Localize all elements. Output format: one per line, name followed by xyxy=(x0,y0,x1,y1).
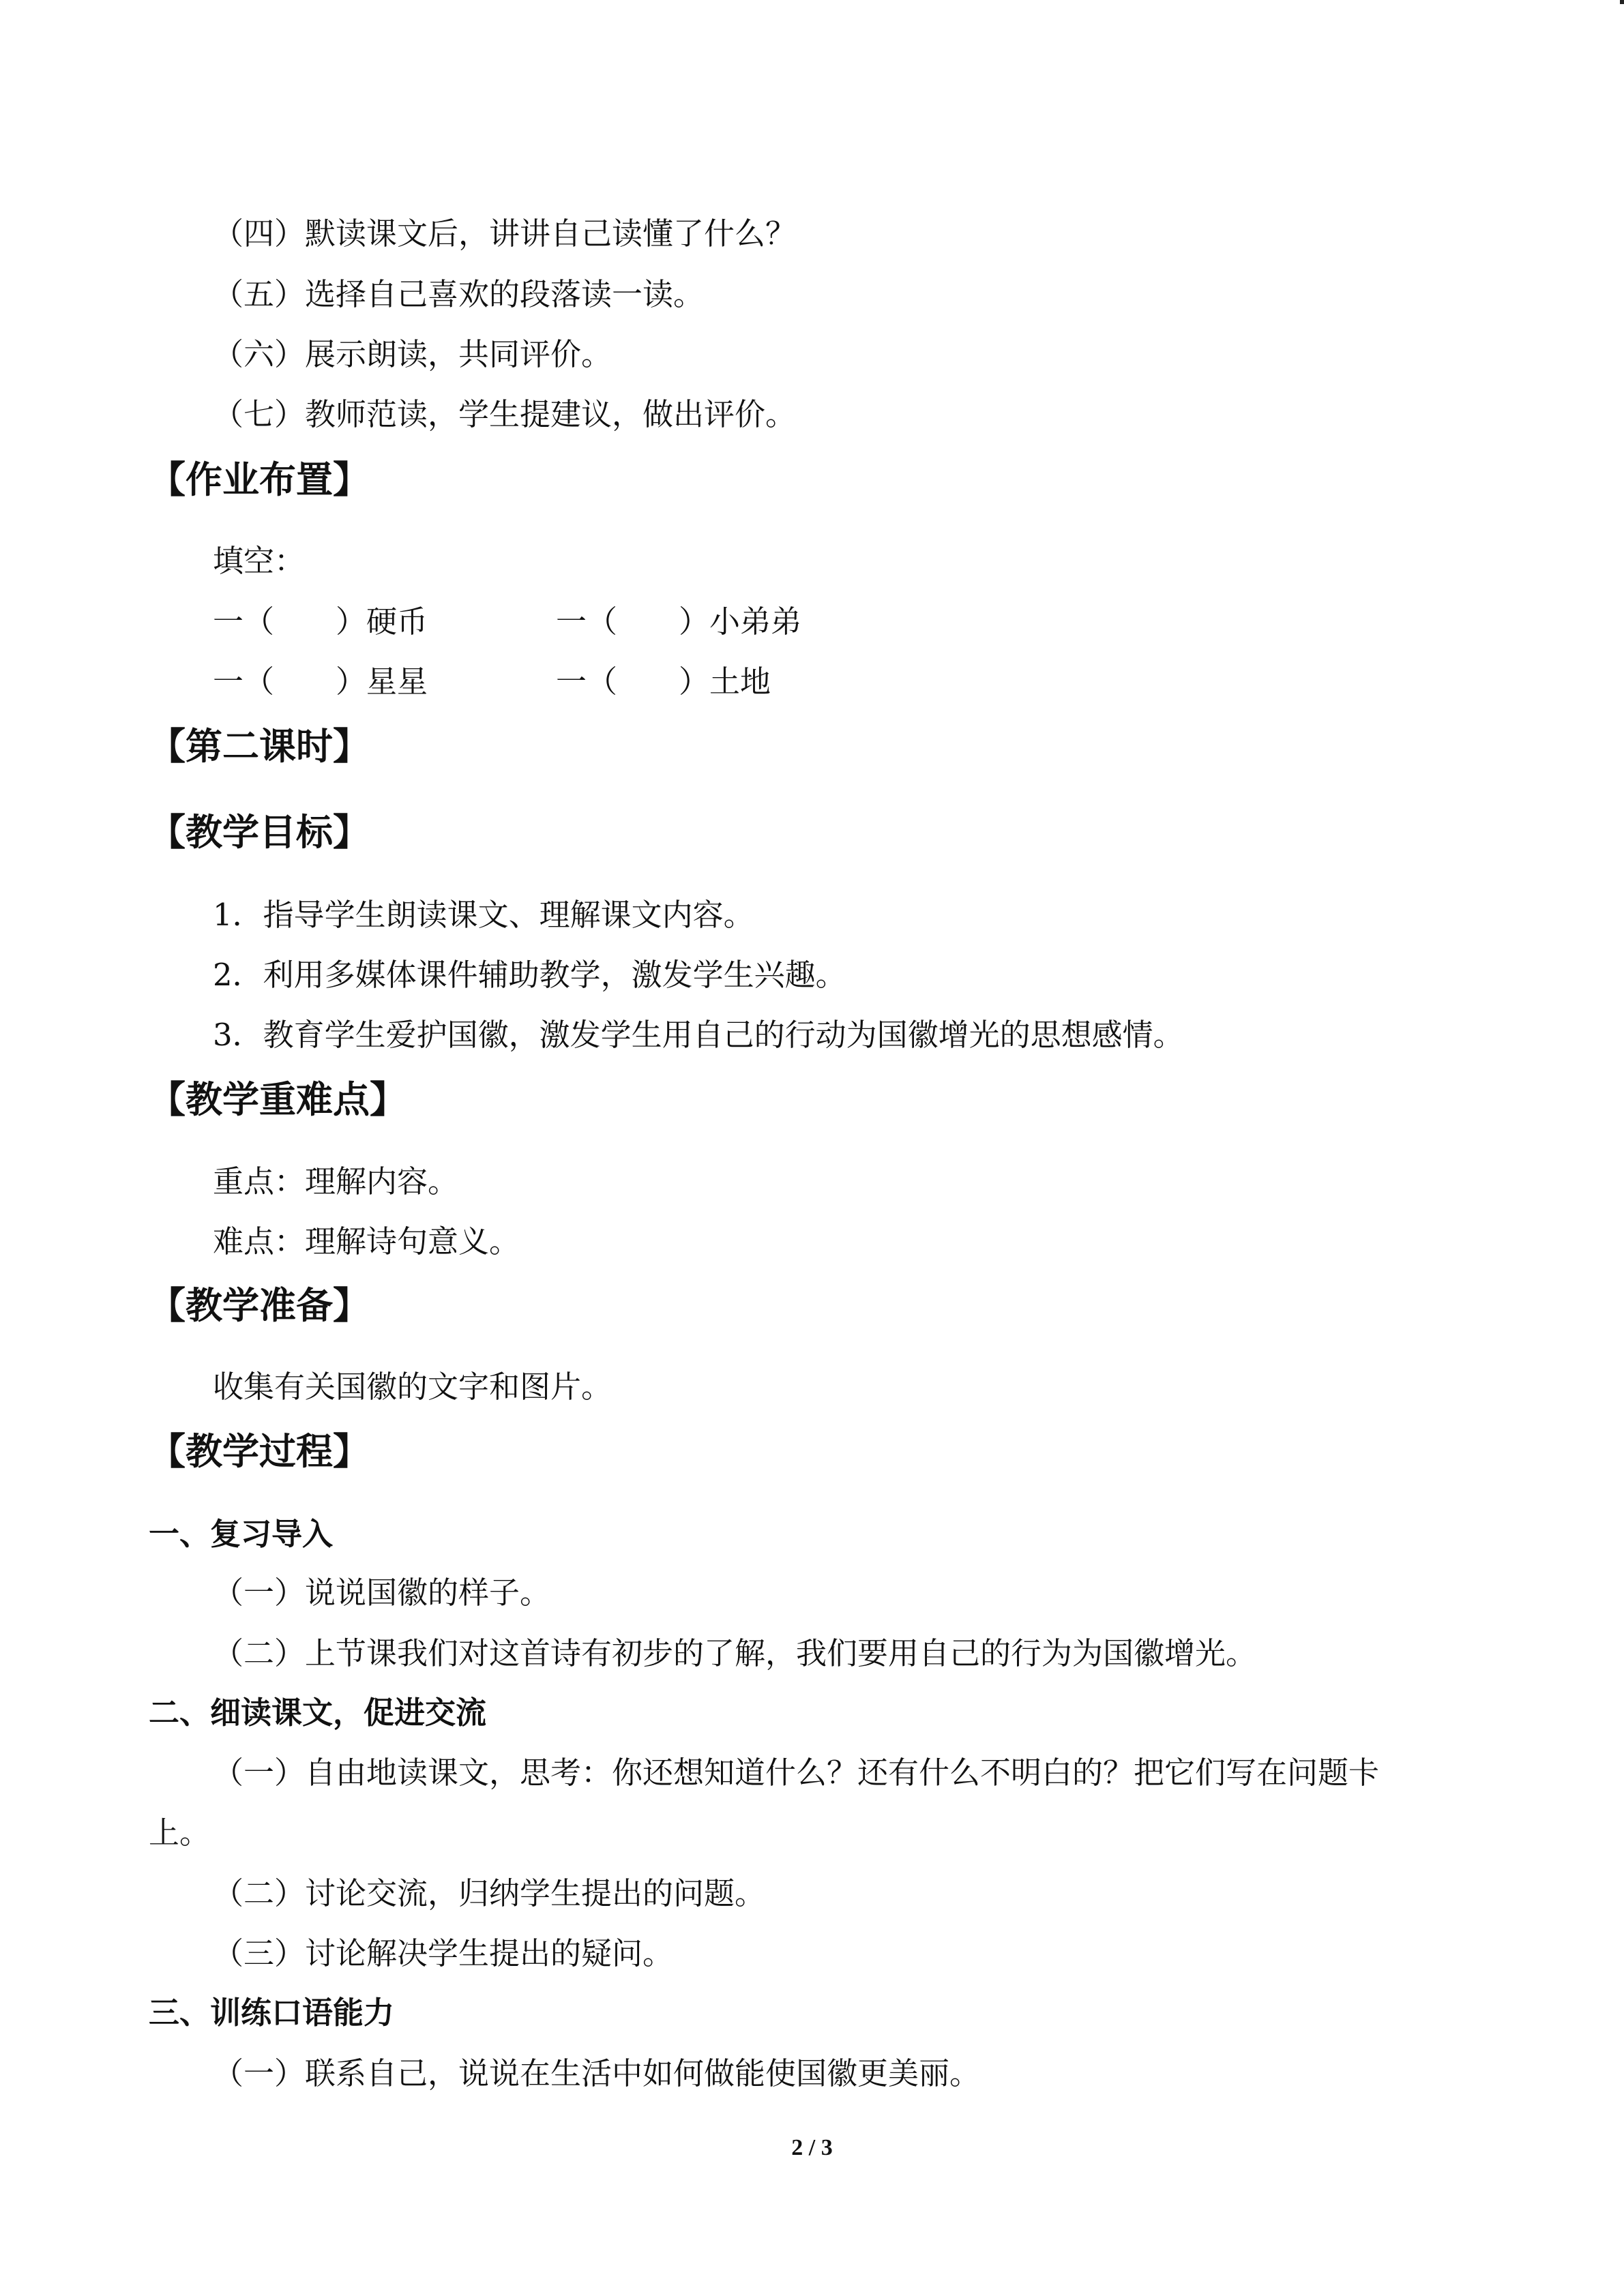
process-heading: 【教学过程】 xyxy=(149,1430,370,1473)
goal-item: 3．教育学生爱护国徽，激发学生用自己的行动为国徽增光的思想感情。 xyxy=(213,1017,1184,1053)
corner-mark xyxy=(1620,0,1624,4)
section-title: 二、细读课文，促进交流 xyxy=(149,1695,487,1731)
lesson2-heading: 【第二课时】 xyxy=(149,725,370,768)
process-item: （一）说说国徽的样子。 xyxy=(213,1575,551,1611)
process-item: （一）自由地读课文，思考：你还想知道什么？还有什么不明白的？把它们写在问题卡 xyxy=(213,1755,1380,1791)
step-line: （四）默读课文后，讲讲自己读懂了什么？ xyxy=(213,215,797,252)
process-item: （三）讨论解决学生提出的疑问。 xyxy=(213,1935,674,1971)
process-item: （一）联系自己，说说在生活中如何做能使国徽更美丽。 xyxy=(213,2055,981,2091)
keypoints-heading: 【教学重难点】 xyxy=(149,1078,407,1121)
section-title: 三、训练口语能力 xyxy=(149,1995,395,2031)
section-title: 一、复习导入 xyxy=(149,1516,334,1552)
fill-blank-item: 一（ ）硬币 xyxy=(213,603,428,640)
process-item-continuation: 上。 xyxy=(149,1815,211,1851)
step-line: （五）选择自己喜欢的段落读一读。 xyxy=(213,276,705,312)
fill-blank-item: 一（ ）星星 xyxy=(213,664,428,700)
process-item: （二）上节课我们对这首诗有初步的了解，我们要用自己的行为为国徽增光。 xyxy=(213,1635,1257,1671)
step-line: （六）展示朗读，共同评价。 xyxy=(213,336,612,372)
difficulty-line: 难点：理解诗句意义。 xyxy=(213,1223,520,1259)
process-item: （二）讨论交流，归纳学生提出的问题。 xyxy=(213,1875,766,1911)
fill-blank-row xyxy=(213,661,895,702)
focus-line: 重点：理解内容。 xyxy=(213,1163,459,1199)
prep-text: 收集有关国徽的文字和图片。 xyxy=(213,1369,612,1405)
goal-item: 1．指导学生朗读课文、理解课文内容。 xyxy=(213,897,754,933)
page-number: 2 / 3 xyxy=(791,2135,833,2160)
goal-item: 2．利用多媒体课件辅助教学，激发学生兴趣。 xyxy=(213,957,846,993)
goals-heading: 【教学目标】 xyxy=(149,811,370,854)
fill-blank-item: 一（ ）土地 xyxy=(556,664,771,700)
fill-blank-row xyxy=(213,601,895,642)
homework-heading: 【作业布置】 xyxy=(149,458,370,501)
homework-intro: 填空： xyxy=(213,543,306,579)
step-line: （七）教师范读，学生提建议，做出评价。 xyxy=(213,396,797,432)
prep-heading: 【教学准备】 xyxy=(149,1284,370,1327)
fill-blank-item: 一（ ）小弟弟 xyxy=(556,603,802,640)
